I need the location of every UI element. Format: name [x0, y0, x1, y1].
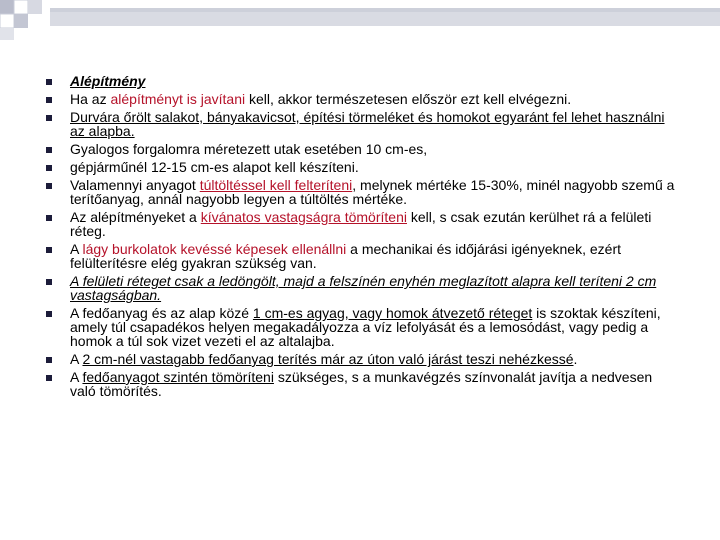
square-bullet-icon: [46, 375, 52, 381]
list-item: A fedőanyagot szintén tömöríteni szükséges, s a munkavégzés színvonalát javítja a nedvesen való tömörítés.: [46, 370, 676, 398]
list-item: Alépítmény: [46, 74, 676, 88]
square-bullet-icon: [46, 165, 52, 171]
square-bullet-icon: [46, 183, 52, 189]
list-item: Valamennyi anyagot túltöltéssel kell felteríteni, melynek mértéke 15-30%, minél nagyobb szemű a terítőanyag, annál nagyobb legyen a túltöltés mértéke.: [46, 178, 676, 206]
list-item: Az alépítményeket a kívánatos vastagságra tömöríteni kell, s csak ezután kerülhet rá a felületi réteg.: [46, 210, 676, 238]
square-bullet-icon: [46, 279, 52, 285]
bullet-list: [46, 74, 676, 398]
list-item: A 2 cm-nél vastagabb fedőanyag terítés már az úton való járást teszi nehézkessé.: [46, 352, 676, 366]
square-bullet-icon: [46, 115, 52, 121]
square-bullet-icon: [46, 79, 52, 85]
header-decoration: [0, 0, 720, 40]
square-bullet-icon: [46, 97, 52, 103]
square-bullet-icon: [46, 215, 52, 221]
list-item: Durvára őrölt salakot, bányakavicsot, építési törmeléket és homokot egyaránt fel lehet használni az alapba.: [46, 110, 676, 138]
list-item: A fedőanyag és az alap közé 1 cm-es agyag, vagy homok átvezető réteget is szoktak készíteni, amely túl csapadékos helyen megakadályozza a víz lefolyását és a lemosódást, vagy pedig a homok a túl sok vizet vezeti el az altalajba.: [46, 306, 676, 348]
list-item: A lágy burkolatok kevéssé képesek ellenállni a mechanikai és időjárási igényeknek, ezért felülterítésre elég gyakran szükség van.: [46, 242, 676, 270]
square-bullet-icon: [46, 311, 52, 317]
list-item: Ha az alépítményt is javítani kell, akkor természetesen először ezt kell elvégezni.: [46, 92, 676, 106]
square-bullet-icon: [46, 357, 52, 363]
square-bullet-icon: [46, 147, 52, 153]
list-item: Gyalogos forgalomra méretezett utak esetében 10 cm-es,: [46, 142, 676, 156]
square-bullet-icon: [46, 247, 52, 253]
slide-content: [46, 74, 676, 402]
list-item: A felületi réteget csak a ledöngölt, majd a felszínén enyhén meglazított alapra kell teríteni 2 cm vastagságban.: [46, 274, 676, 302]
list-item: gépjárműnél 12-15 cm-es alapot kell készíteni.: [46, 160, 676, 174]
